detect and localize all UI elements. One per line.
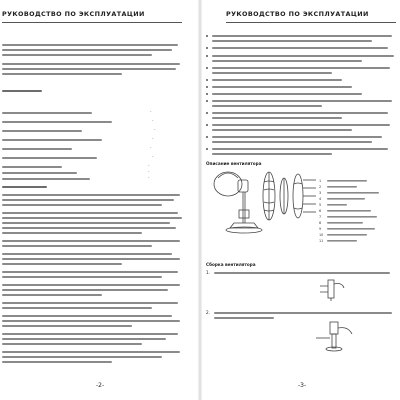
- text-line: [2, 289, 168, 291]
- fan-diagram: [204, 168, 400, 248]
- text-line: [2, 166, 62, 168]
- text-line: [212, 148, 388, 150]
- bullet: [206, 67, 208, 69]
- left-page-number: -2-: [96, 382, 105, 389]
- text-line: [212, 153, 332, 155]
- list-mark: -: [152, 154, 154, 159]
- svg-text:6: 6: [319, 209, 322, 213]
- text-line: [212, 79, 342, 81]
- bullet: [206, 112, 208, 114]
- text-line: [212, 112, 388, 114]
- list-mark: -: [150, 109, 152, 114]
- text-line: [2, 271, 178, 273]
- left-page-header: РУКОВОДСТВО ПО ЭКСПЛУАТАЦИИ: [2, 10, 145, 18]
- bullet: [206, 93, 208, 95]
- text-line: [2, 121, 112, 123]
- text-line: [214, 272, 390, 274]
- text-line: [2, 325, 132, 327]
- bullet: [206, 55, 208, 57]
- bullet: [206, 86, 208, 88]
- bullet: [206, 100, 208, 102]
- text-line: [2, 148, 72, 150]
- text-line: [2, 338, 166, 340]
- text-line: [2, 227, 176, 229]
- svg-text:11: 11: [319, 239, 324, 243]
- step-number: 1.: [206, 270, 210, 275]
- text-line: [2, 333, 178, 335]
- svg-text:5: 5: [319, 203, 322, 207]
- left-header-rule: [2, 22, 182, 23]
- list-mark: -: [154, 127, 156, 132]
- bullet: [206, 136, 208, 138]
- text-line: [2, 302, 178, 304]
- text-line: [2, 276, 162, 278]
- list-mark: -: [148, 169, 150, 174]
- svg-text:8: 8: [319, 221, 322, 225]
- text-line: [2, 68, 176, 70]
- book-gutter: [198, 0, 202, 400]
- right-header-rule: [226, 22, 396, 23]
- text-line: [212, 93, 362, 95]
- text-line: [2, 307, 152, 309]
- text-line: [2, 232, 142, 234]
- text-line: [212, 86, 352, 88]
- text-line: [212, 141, 372, 143]
- text-line: [2, 178, 90, 180]
- bullet: [206, 148, 208, 150]
- text-line: [2, 320, 180, 322]
- text-line: [2, 343, 142, 345]
- text-line: [212, 105, 322, 107]
- svg-text:7: 7: [319, 215, 322, 219]
- motor-housing: [238, 180, 248, 192]
- text-line: [2, 212, 178, 214]
- text-line: [2, 263, 122, 265]
- text-line: [2, 186, 47, 188]
- text-line: [2, 245, 152, 247]
- text-line: [2, 240, 180, 242]
- text-line: [2, 44, 178, 46]
- text-line: [212, 55, 394, 57]
- height-adjust-collar: [239, 210, 249, 218]
- text-line: [212, 60, 362, 62]
- text-line: [2, 356, 162, 358]
- list-mark: -: [148, 163, 150, 168]
- list-mark: -: [148, 175, 150, 180]
- bullet: [206, 124, 208, 126]
- fan-description-title: Описание вентилятора: [206, 161, 262, 166]
- text-line: [212, 72, 332, 74]
- text-line: [212, 100, 392, 102]
- text-line: [2, 172, 77, 174]
- text-line: [2, 361, 112, 363]
- text-line: [212, 136, 382, 138]
- text-line: [212, 67, 390, 69]
- text-line: [2, 49, 172, 51]
- text-line: [2, 157, 97, 159]
- svg-text:1: 1: [319, 179, 322, 183]
- right-page-number: -3-: [298, 382, 307, 389]
- text-line: [2, 294, 102, 296]
- text-line: [2, 63, 180, 65]
- text-line: [2, 130, 82, 132]
- text-line: [2, 204, 162, 206]
- rear-grille: [293, 174, 303, 218]
- text-line: [212, 35, 392, 37]
- text-line: [214, 317, 274, 319]
- text-line: [2, 284, 180, 286]
- svg-text:3: 3: [319, 191, 322, 195]
- right-page-header: РУКОВОДСТВО ПО ЭКСПЛУАТАЦИИ: [226, 10, 369, 18]
- text-line: [212, 40, 372, 42]
- text-line: [212, 117, 342, 119]
- svg-text:10: 10: [319, 233, 324, 237]
- text-line: [2, 90, 42, 92]
- text-line: [2, 253, 172, 255]
- text-line: [214, 312, 392, 314]
- left-page: [0, 0, 196, 400]
- bullet: [206, 47, 208, 49]
- text-line: [2, 217, 182, 219]
- right-page: [204, 0, 400, 400]
- text-line: [2, 73, 122, 75]
- text-line: [2, 222, 170, 224]
- text-line: [2, 199, 174, 201]
- svg-text:4: 4: [319, 197, 322, 201]
- text-line: [2, 54, 152, 56]
- svg-text:2: 2: [319, 185, 322, 189]
- text-line: [2, 112, 92, 114]
- list-mark: -: [152, 136, 154, 141]
- text-line: [212, 47, 388, 49]
- bullet: [206, 79, 208, 81]
- list-mark: -: [152, 118, 154, 123]
- step-number: 2.: [206, 310, 210, 315]
- assembly-step2-illustration: [312, 320, 358, 352]
- text-line: [2, 351, 180, 353]
- text-line: [2, 315, 172, 317]
- text-line: [2, 139, 102, 141]
- text-line: [2, 258, 180, 260]
- assembly-title: Сборка вентилятора: [206, 262, 256, 267]
- text-line: [2, 194, 180, 196]
- list-mark: -: [150, 145, 152, 150]
- bullet: [206, 35, 208, 37]
- text-line: [212, 124, 390, 126]
- svg-text:9: 9: [319, 227, 322, 231]
- text-line: [212, 129, 352, 131]
- assembly-step1-illustration: [314, 278, 354, 302]
